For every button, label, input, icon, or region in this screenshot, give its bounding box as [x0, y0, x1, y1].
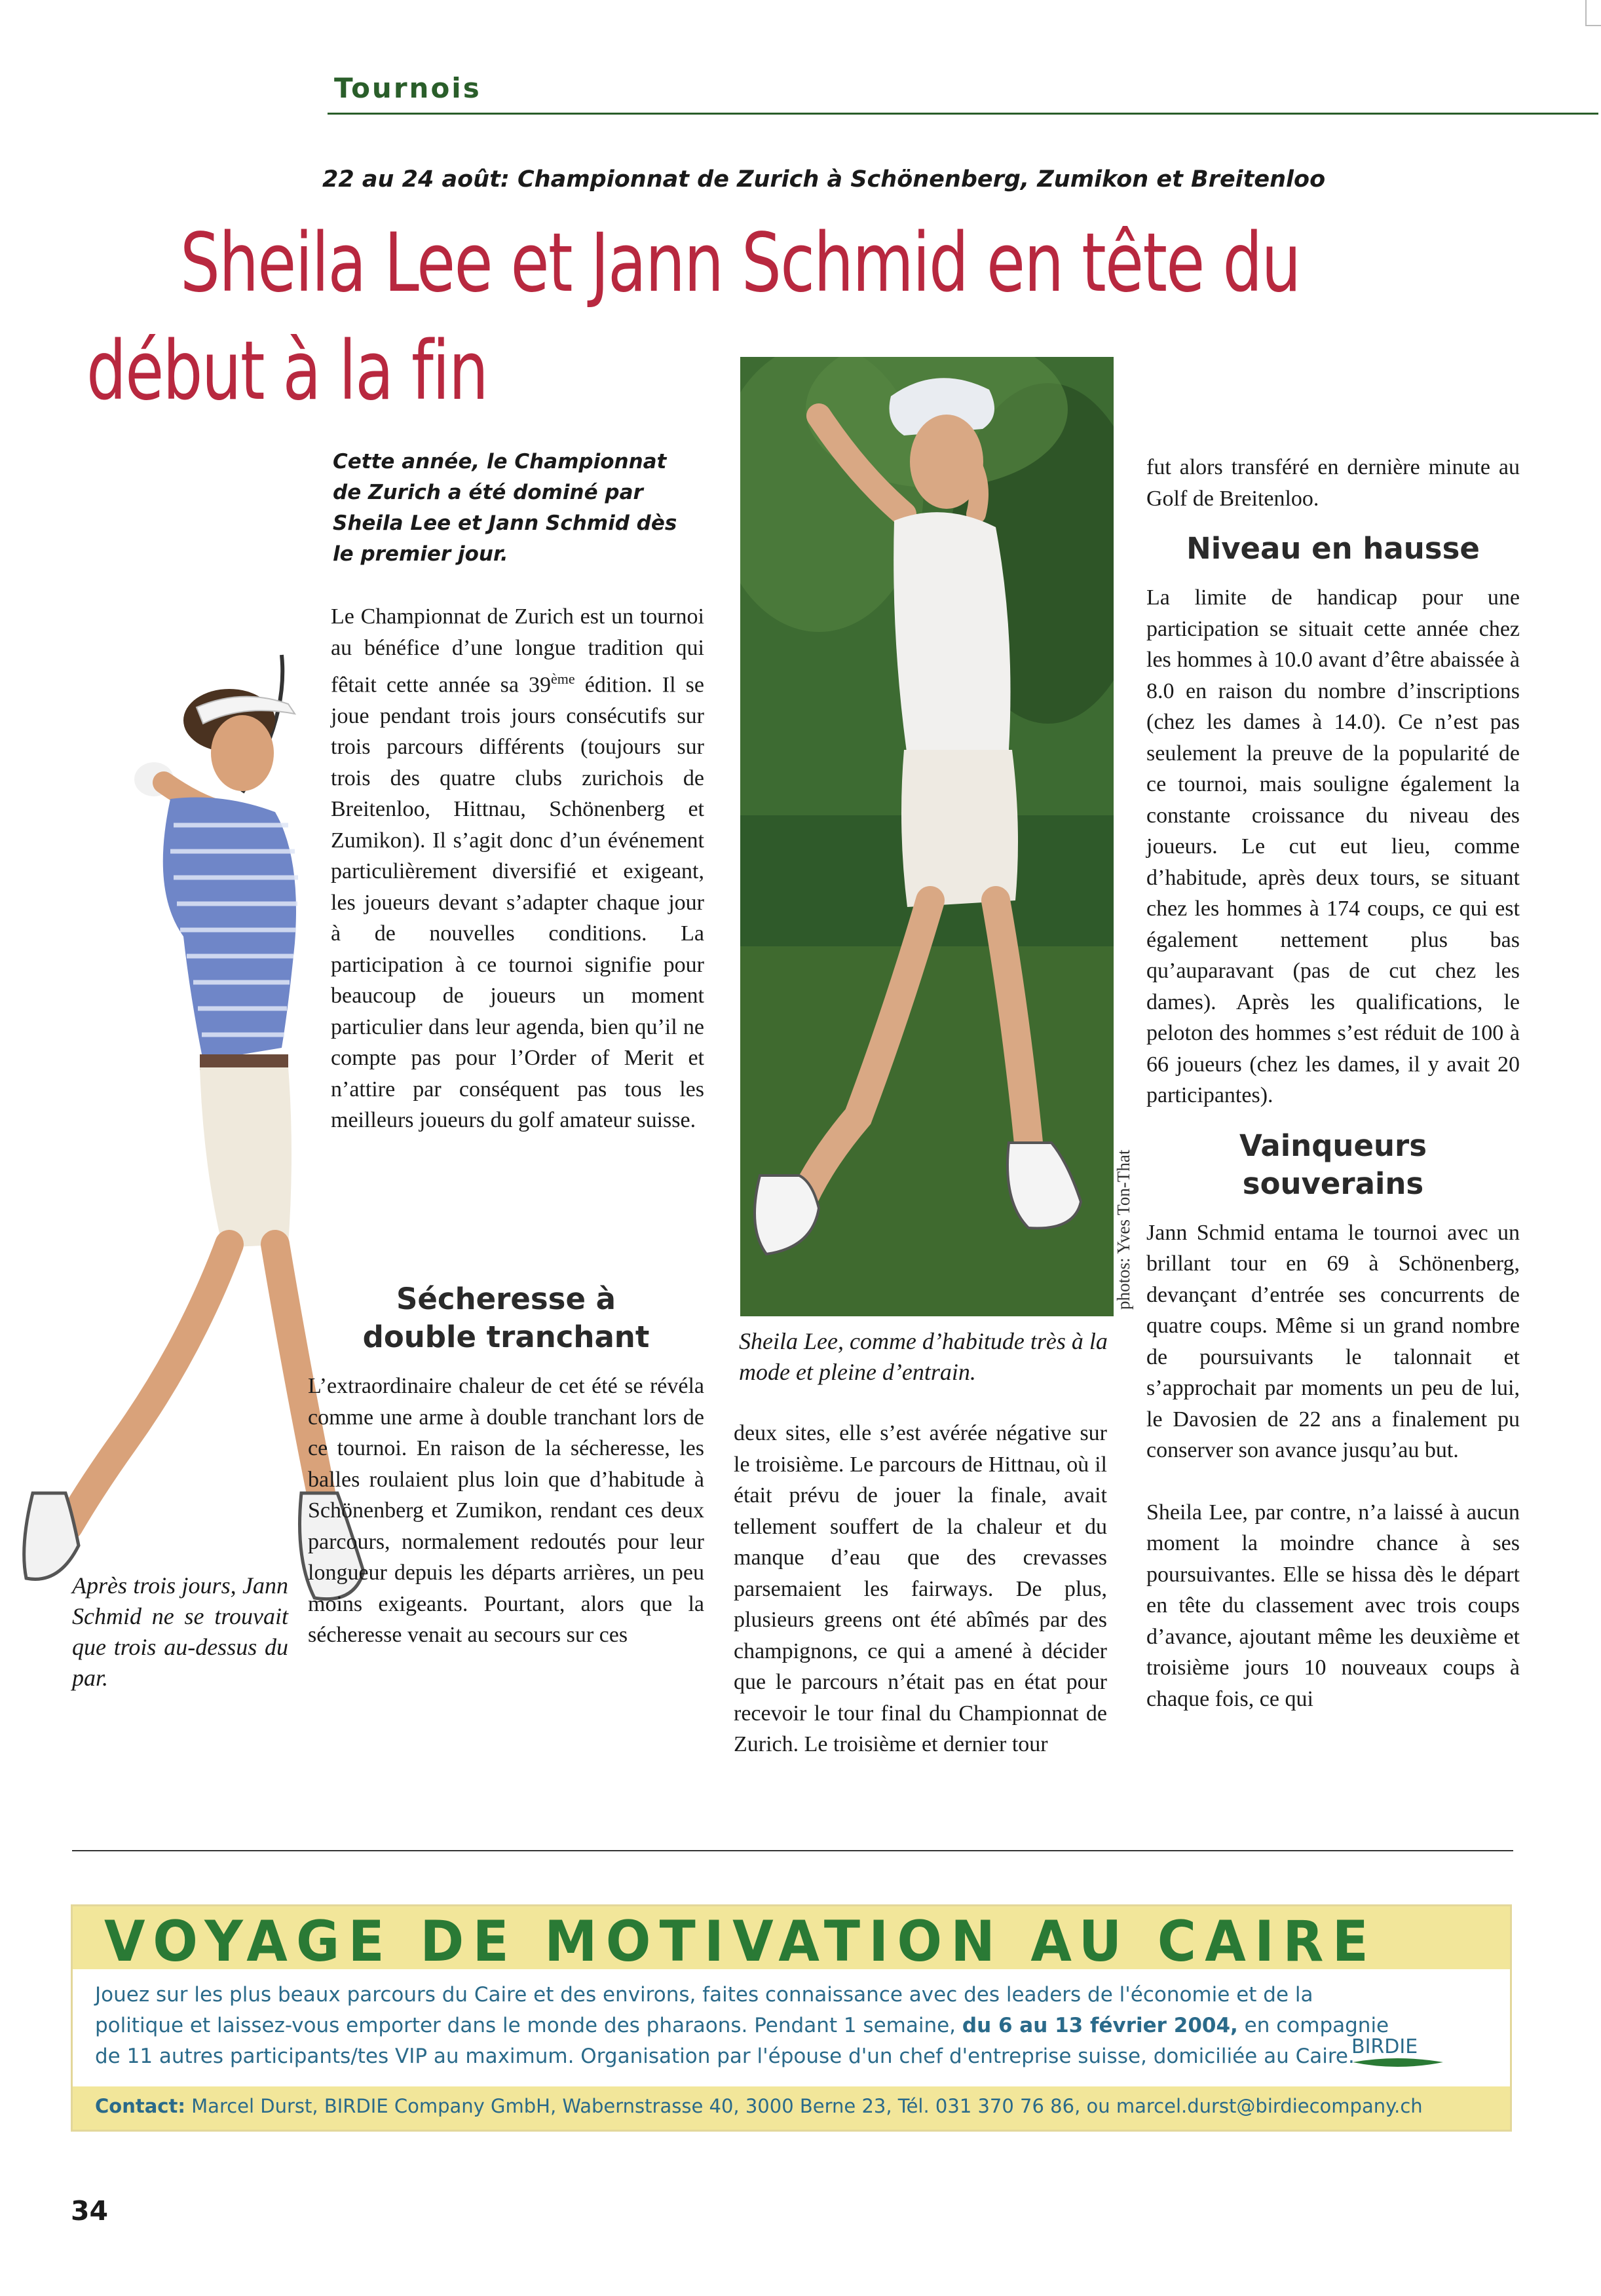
- ad-contact-band: [73, 2086, 1510, 2130]
- subheading-secheresse: Sécheresse à double tranchant: [362, 1282, 650, 1354]
- article-column-3: [734, 1418, 1107, 1760]
- paragraph: fut alors transféré en dernière minute au Golf de Breitenloo.: [1146, 455, 1520, 511]
- caption-sheila-lee: Sheila Lee, comme d’habitude très à la mode et pleine d’entrain.: [739, 1328, 1108, 1385]
- paragraph: Jann Schmid entama le tournoi avec un brillant tour en 69 à Schönenberg, devançant d’entrée ses concurrents de quatre coups. Même si un grand nombre de poursuivants le talonnait et s’approchait par moments un peu de lui, le Davosien de 22 ans a finalement pu conserver son avance jusqu’au but.: [1146, 1220, 1520, 1462]
- article-column-1: [331, 601, 704, 1136]
- crop-mark: [1585, 0, 1601, 26]
- kicker: 22 au 24 août: Championnat de Zurich à Schönenberg, Zumikon et Breitenloo: [322, 166, 1326, 193]
- paragraph: deux sites, elle s’est avérée négative sur le troisième. Le parcours de Hittnau, où il était prévu de jouer la finale, avait tellement souffert de la chaleur et du manque d’eau que des crevasses parsemaient les fairways. De plus, plusieurs greens ont été abîmés par des champignons, ce qui a amené à décider que le parcours n’était pas en état pour recevoir le tour final du Championnat de Zurich. Le troisième et dernier tour: [734, 1421, 1107, 1756]
- article-column-2: [308, 1280, 704, 1651]
- ad-contact: Contact: Marcel Durst, BIRDIE Company GmbH, Wabernstrasse 40, 3000 Berne 23, Tél. 031 370 76 86, ou marcel.durst@birdiecompany.ch: [95, 2095, 1423, 2117]
- paragraph: L’extraordinaire chaleur de cet été se révéla comme une arme à double tranchant lors de ce tournoi. En raison de la sécheresse, les balles roulaient plus loin que d’habitude à Schönenberg et Zumikon, rendant ces deux parcours, normalement redoutés pour leur longueur depuis les départs arrières, un peu moins exigeants. Pourtant, alors que la sécheresse venait au secours sur ces: [308, 1374, 704, 1647]
- paragraph: La limite de handicap pour une participation se situait cette année chez les hommes à 10.0 avant d’être abaissée à 8.0 en raison du nombre d’inscriptions (chez les dames à 14.0). Ce n’est pas seulement la preuve de la popularité de ce tournoi, mais souligne également la constante croissance du niveau des joueurs. Le cut eut lieu, comme d’habitude, après deux tours, se situant chez les hommes à 174 coups, ce qui est également nettement plus bas qu’auparavant (pas de cut chez les dames). Après les qualifications, le peloton des hommes s’est réduit de 100 à 66 joueurs (chez les dames, il y avait 20 participantes).: [1146, 585, 1520, 1107]
- headline-line-1: Sheila Lee et Jann Schmid en tête du: [180, 216, 1300, 310]
- paragraph: Sheila Lee, par contre, n’a laissé à aucun moment la moindre chance à ses poursuivantes. Elle se hissa dès le départ en tête du classement avec trois coups d’avance, ajoutant même les deuxième et troisième jours 10 nouveaux coups à chaque fois, ce qui: [1146, 1500, 1520, 1711]
- birdie-logo: [1345, 2026, 1450, 2078]
- headline-line-2: début à la fin: [86, 324, 488, 418]
- photo-credit: photos: Yves Ton-That: [1114, 1149, 1133, 1310]
- caption-jann-schmid: Après trois jours, Jann Schmid ne se trouvait que trois au-dessus du par.: [72, 1572, 288, 1691]
- photo-sheila-lee: [740, 357, 1114, 1316]
- paragraph: Le Championnat de Zurich est un tournoi au bénéfice d’une longue tradition qui fêtait cette année sa 39ème édition. Il se joue pendant trois jours consécutifs sur trois parcours différents (toujours sur trois des quatre clubs zurichois de Breitenloo, Hittnau, Schönenberg et Zumikon). Il s’agit donc d’un événement particulièrement diversifié et exigeant, les joueurs devant s’adapter chaque jour à de nouvelles conditions. La participation à ce tournoi signifie pour beaucoup de joueurs un moment particulier dans leur agenda, bien qu’il ne compte pas pour l’Order of Merit et n’attire par conséquent pas tous les meilleurs joueurs du golf amateur suisse.: [331, 604, 704, 1133]
- section-label: Tournois: [334, 72, 481, 104]
- article-column-4: [1146, 452, 1520, 1714]
- ad-title: VOYAGE DE MOTIVATION AU CAIRE: [104, 1909, 1377, 1974]
- footer-rule: [72, 1850, 1513, 1851]
- ad-box: [71, 1904, 1512, 2132]
- subheading-niveau: Niveau en hausse: [1186, 531, 1480, 566]
- svg-text:BIRDIE: BIRDIE: [1351, 2035, 1418, 2058]
- page-number: 34: [71, 2195, 109, 2227]
- ad-body: Jouez sur les plus beaux parcours du Caire et des environs, faites connaissance avec des leaders de l'économie et de la politique et laissez-vous emporter dans le monde des pharaons. Pendant 1 semaine, du 6 au 13 février 2004, en compagnie de 11 autres participants/tes VIP au maximum. Organisation par l'épouse d'un chef d'entreprise suisse, domiciliée au Caire.: [95, 1983, 1389, 2068]
- lede: Cette année, le Championnat de Zurich a été dominé par Sheila Lee et Jann Schmid dès le premier jour.: [333, 450, 677, 566]
- subheading-vainqueurs: Vainqueurs souverains: [1239, 1128, 1427, 1201]
- header-rule: [328, 113, 1598, 115]
